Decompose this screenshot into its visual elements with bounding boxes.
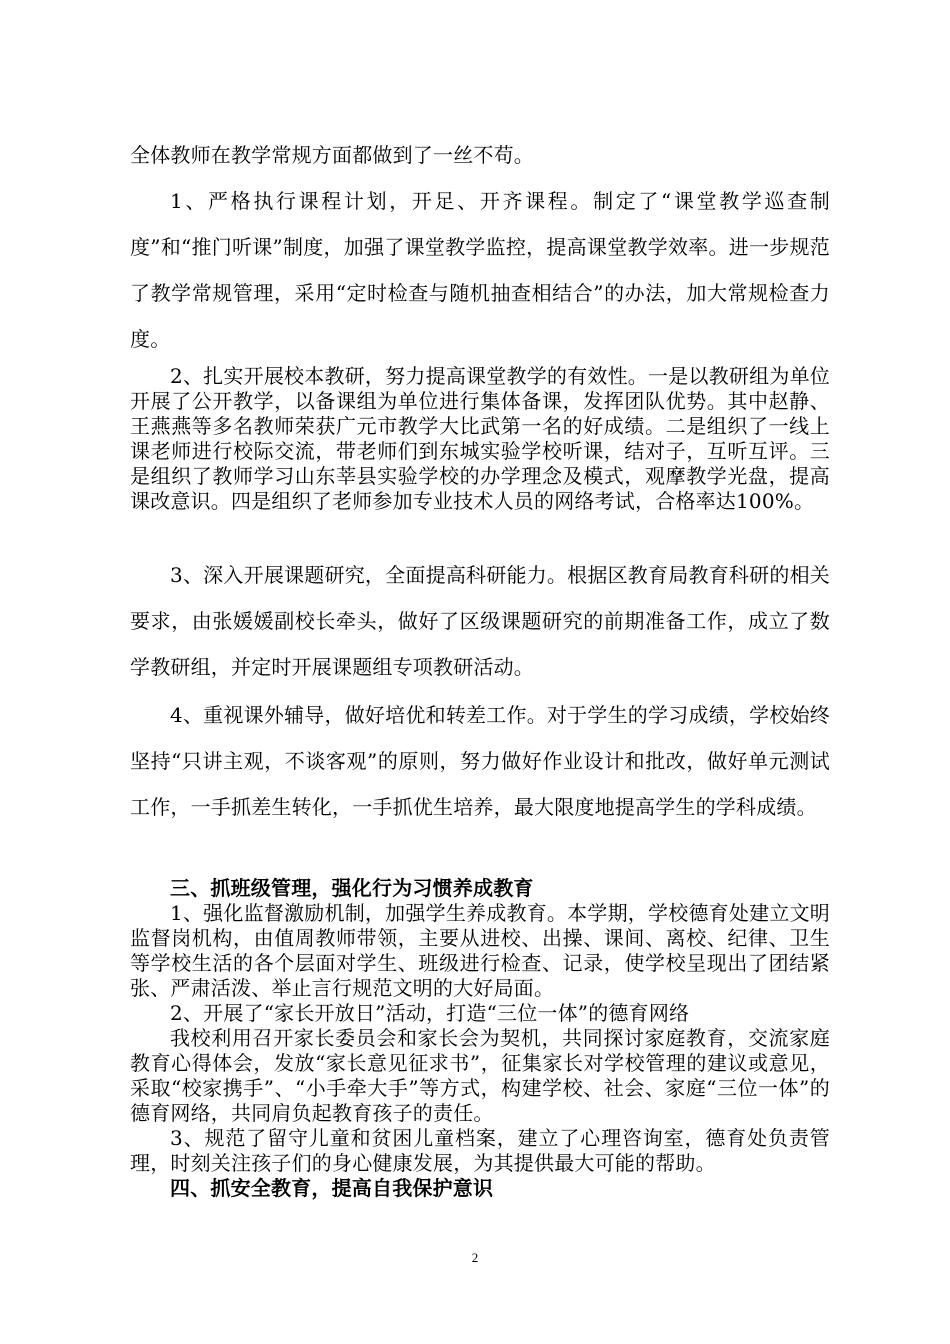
page-number: 2 (471, 1250, 479, 1265)
section-heading-safety-education: 四、抓安全教育，提高自我保护意识 (170, 1176, 494, 1200)
paragraph-continuation: 全体教师在教学常规方面都做到了一丝不苟。 (130, 143, 534, 167)
paragraph-school-research: 2、扎实开展校本教研，努力提高课堂教学的有效性。一是以教研组为单位开展了公开教学，以备课组为单位进行集体备课，发挥团队优势。其中赵静、王燕燕等多名教师荣获广元市教学大比武第一名的好成绩。二是组织了一线上课老师进行校际交流，带老师们到东城实验学校听课，结对子，互听互评。三是组织了教师学习山东莘县实验学校的办学理念及模式，观摩教学光盘，提高课改意识。四是组织了老师参加专业技术人员的网络考试，合格率达100%。 (130, 364, 830, 513)
paragraph-family-education: 我校利用召开家长委员会和家长会为契机，共同探讨家庭教育，交流家庭教育心得体会，发放“家长意见征求书”，征集家长对学校管理的建议或意见，采取“校家携手”、“小手牵大手”等方式，构建学校、社会、家庭“三位一体”的德育网络，共同肩负起教育孩子的责任。 (130, 1026, 830, 1125)
section-heading-class-management: 三、抓班级管理，强化行为习惯养成教育 (170, 876, 534, 900)
paragraph-supervision: 1、强化监督激励机制，加强学生养成教育。本学期，学校德育处建立文明监督岗机构，由值周教师带领，主要从进校、出操、课间、离校、纪律、卫生等学校生活的各个层面对学生、班级进行检查、记录，使学校呈现出了团结紧张、严肃活泼、举止言行规范文明的大好局面。 (130, 901, 830, 1000)
paragraph-topic-research: 3、深入开展课题研究，全面提高科研能力。根据区教育局教育科研的相关要求，由张媛媛副校长牵头，做好了区级课题研究的前期准备工作，成立了数学教研组，并定时开展课题组专项教研活动。 (130, 563, 830, 679)
paragraph-parent-open-day: 2、开展了“家长开放日”活动，打造“三位一体”的德育网络 (170, 1001, 690, 1025)
paragraph-left-behind-children: 3、规范了留守儿童和贫困儿童档案，建立了心理咨询室，德育处负责管理，时刻关注孩子们的身心健康发展，为其提供最大可能的帮助。 (130, 1126, 830, 1175)
paragraph-course-plan: 1、严格执行课程计划，开足、开齐课程。制定了“课堂教学巡查制度”和“推门听课”制度，加强了课堂教学监控，提高课堂教学效率。进一步规范了教学常规管理，采用“定时检查与随机抽查相结合”的办法，加大常规检查力度。 (130, 189, 830, 351)
paragraph-tutoring: 4、重视课外辅导，做好培优和转差工作。对于学生的学习成绩，学校始终坚持“只讲主观，不谈客观”的原则，努力做好作业设计和批改，做好单元测试工作，一手抓差生转化，一手抓优生培养，最大限度地提高学生的学科成绩。 (130, 703, 830, 819)
